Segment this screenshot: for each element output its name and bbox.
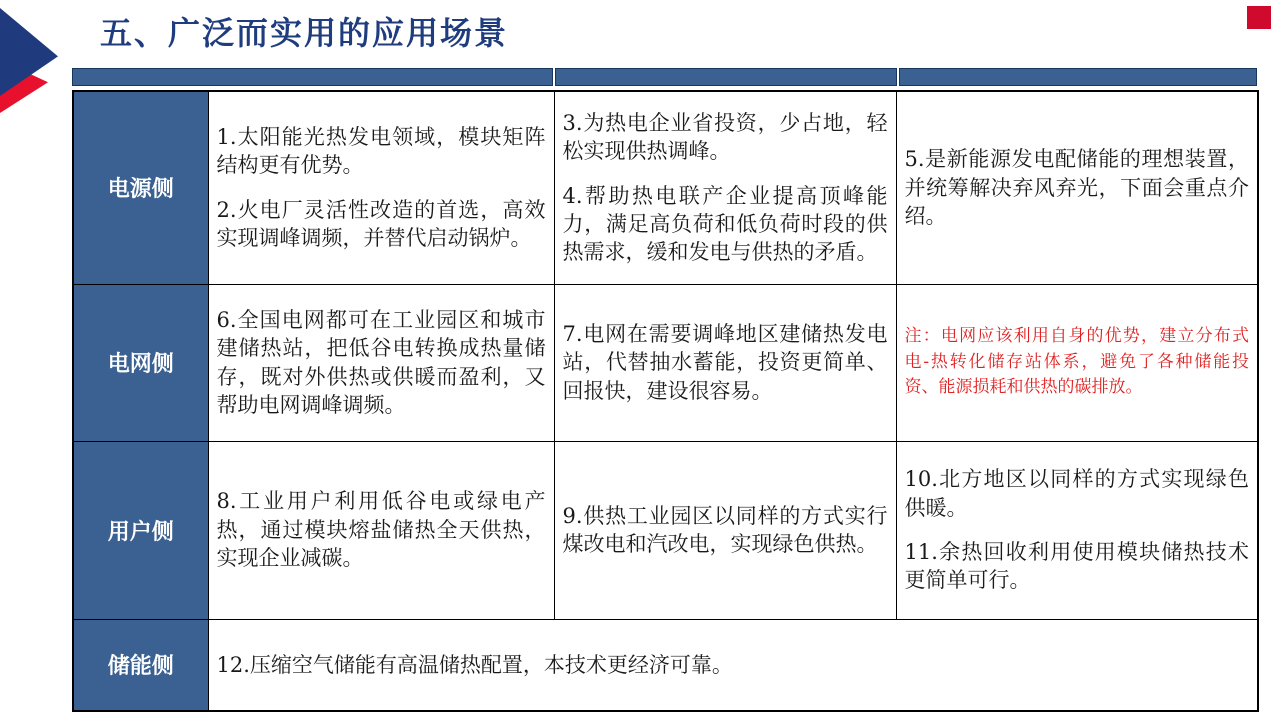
row-label: 储能侧 (73, 619, 208, 711)
row-label: 用户侧 (73, 441, 208, 619)
cell-paragraph: 注：电网应该利用自身的优势，建立分布式电-热转化储存站体系，避免了各种储能投资、能源损耗和供热的碳排放。 (904, 326, 1249, 398)
table-cell (554, 91, 896, 284)
table-header-segment (555, 68, 897, 86)
cell-paragraph: 6.全国电网都可在工业园区和城市建储热站，把低谷电转换成热量储存，既对外供热或供暖而盈利，又帮助电网调峰调频。 (216, 307, 546, 417)
page-title: 五、广泛而实用的应用场景 (100, 15, 509, 51)
table-row (73, 91, 1258, 284)
table-header-segment (72, 68, 553, 86)
table-row (73, 441, 1258, 619)
cell-paragraph: 12.压缩空气储能有高温储热配置，本技术更经济可靠。 (216, 652, 733, 677)
table-cell (554, 284, 896, 441)
table-row (73, 619, 1258, 711)
table-cell (208, 441, 554, 619)
table-cell (208, 284, 554, 441)
table-cell (896, 91, 1258, 284)
row-label: 电网侧 (73, 284, 208, 441)
table-row (73, 284, 1258, 441)
application-scenarios-table (72, 90, 1259, 712)
row-label: 电源侧 (73, 91, 208, 284)
cell-paragraph: 2.火电厂灵活性改造的首选，高效实现调峰调频，并替代启动锅炉。 (216, 197, 546, 251)
table-cell (208, 619, 1258, 711)
corner-red-square (1247, 6, 1271, 29)
table-cell (896, 441, 1258, 619)
cell-paragraph: 5.是新能源发电配储能的理想装置，并统筹解决弃风弃光，下面会重点介绍。 (904, 147, 1249, 228)
table-header-segment (899, 68, 1257, 86)
cell-paragraph: 11.余热回收利用使用模块储热技术更简单可行。 (904, 540, 1249, 593)
cell-paragraph: 4.帮助热电联产企业提高顶峰能力，满足高负荷和低负荷时段的供热需求，缓和发电与供热的矛盾。 (562, 183, 888, 265)
cell-paragraph: 10.北方地区以同样的方式实现绿色供暖。 (904, 467, 1249, 520)
note-cell (896, 284, 1258, 441)
table-cell (208, 91, 554, 284)
table-cell (554, 441, 896, 619)
cell-paragraph: 1.太阳能光热发电领域，模块矩阵结构更有优势。 (216, 125, 546, 178)
table-header-bar (72, 68, 1257, 86)
cell-paragraph: 7.电网在需要调峰地区建储热发电站，代替抽水蓄能，投资更简单、回报快，建设很容易。 (562, 321, 888, 403)
cell-paragraph: 3.为热电企业省投资，少占地，轻松实现供热调峰。 (562, 110, 888, 164)
cell-paragraph: 8.工业用户利用低谷电或绿电产热，通过模块熔盐储热全天供热，实现企业减碳。 (216, 489, 546, 571)
cell-paragraph: 9.供热工业园区以同样的方式实行煤改电和汽改电，实现绿色供热。 (562, 503, 888, 556)
